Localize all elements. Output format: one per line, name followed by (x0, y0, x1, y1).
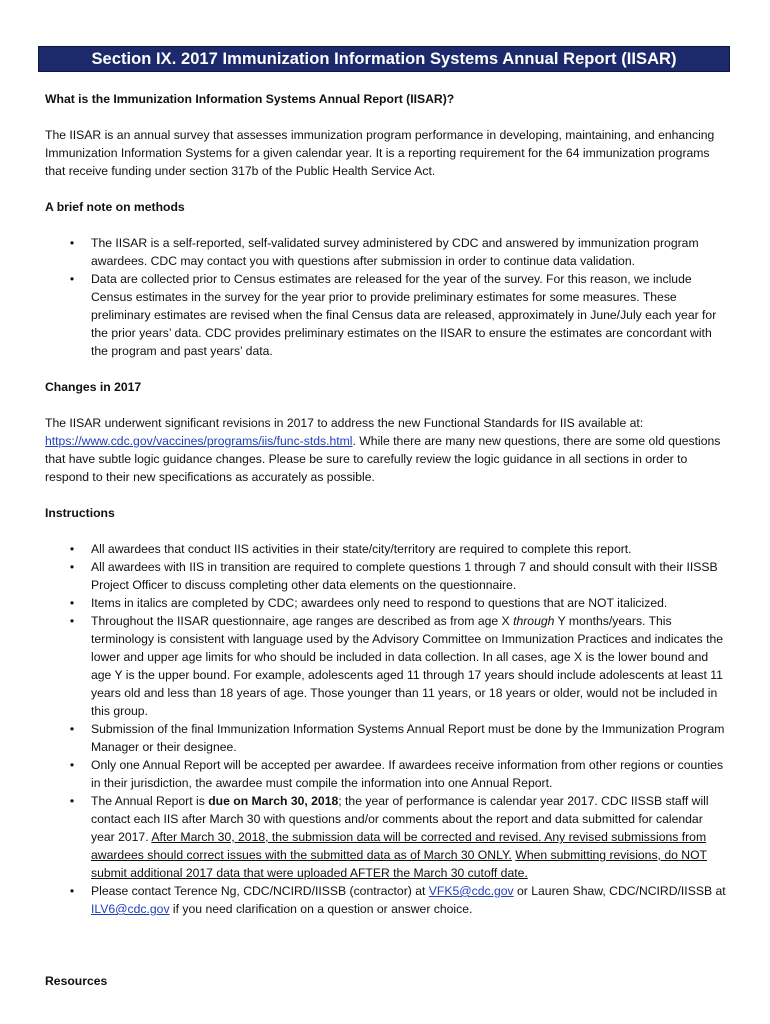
instructions-list (45, 540, 727, 918)
email-link-vfk5[interactable]: VFK5@cdc.gov (428, 884, 514, 898)
due-date: due on March 30, 2018 (208, 794, 339, 808)
instructions-heading: Instructions (45, 506, 115, 520)
list-item: • Throughout the IISAR questionnaire, age ranges are described as from age X through Y months/years. This terminology is consistent with language used by the Advisory Committee on Immunization Practices and indicates the lower and upper age limits for who should be included in data collection. In all cases, age X is the lower bound and age Y is the upper bound. For example, adolescents aged 11 through 17 years should include adolescents at least 11 years old and less than 18 years of age. Those younger than 11 years, or 18 years or older, would not be included in this group. (45, 612, 727, 720)
bullet-icon: • (69, 794, 75, 808)
list-item: • All awardees that conduct IIS activities in their state/city/territory are required to complete this report. (45, 540, 727, 558)
resources-heading: Resources (45, 974, 108, 988)
list-item: • The IISAR is a self-reported, self-validated survey administered by CDC and answered by immunization program awardees. CDC may contact you with questions after submission in order to continue data validation. (45, 234, 727, 270)
bullet-icon: • (69, 272, 75, 286)
list-item: • The Annual Report is due on March 30, 2018; the year of performance is calendar year 2017. CDC IISSB staff will contact each IIS after March 30 with questions and/or comments about the report and data submitted for calendar year 2017. After March 30, 2018, the submission data will be corrected and revised. Any revised submissions from awardees should correct issues with the submitted data as of March 30 ONLY. When submitting revisions, do NOT submit additional 2017 data that were uploaded AFTER the March 30 cutoff date. (45, 792, 727, 882)
bullet-icon: • (69, 722, 75, 736)
changes-heading: Changes in 2017 (45, 380, 142, 394)
bullet-icon: • (69, 758, 75, 772)
section-title: Section IX. 2017 Immunization Information Systems Annual Report (IISAR) (91, 49, 677, 68)
bullet-icon: • (69, 236, 75, 250)
bullet-icon: • (69, 614, 75, 628)
bullet-icon: • (69, 884, 75, 898)
list-item: • Please contact Terence Ng, CDC/NCIRD/IISSB (contractor) at VFK5@cdc.gov or Lauren Shaw, CDC/NCIRD/IISSB at ILV6@cdc.gov if you need clarification on a question or answer choice. (45, 882, 727, 918)
list-item: • Submission of the final Immunization Information Systems Annual Report must be done by the Immunization Program Manager or their designee. (45, 720, 727, 756)
bullet-icon: • (69, 560, 75, 574)
email-link-ilv6[interactable]: ILV6@cdc.gov (91, 902, 170, 916)
list-item: • All awardees with IIS in transition are required to complete questions 1 through 7 and should consult with their IISSB Project Officer to discuss completing other data elements on the questionnaire. (45, 558, 727, 594)
what-is-paragraph: The IISAR is an annual survey that assesses immunization program performance in developing, maintaining, and enhancing Immunization Information Systems for a given calendar year. It is a reporting requirement for the 64 immunization programs that receive funding under section 317b of the Public Health Service Act. (45, 128, 715, 178)
bullet-icon: • (69, 596, 75, 610)
methods-list (45, 234, 727, 360)
changes-paragraph: The IISAR underwent significant revisions in 2017 to address the new Functional Standards for IIS available at: https://www.cdc.gov/vaccines/programs/iis/func-stds.html. While there are many new questions, there are some old questions that have subtle logic guidance changes. Please be sure to carefully review the logic guidance in all sections in order to respond to their new specifications as accurately as possible. (45, 416, 721, 484)
section-title-banner (38, 46, 730, 72)
what-is-heading: What is the Immunization Information Systems Annual Report (IISAR)? (45, 92, 455, 106)
list-item: • Data are collected prior to Census estimates are released for the year of the survey. For this reason, we include Census estimates in the survey for the year prior to provide preliminary estimates for some measures. These preliminary estimates are revised when the final Census data are released, approximately in June/July each year for the prior years’ data. CDC provides preliminary estimates on the IISAR to ensure the estimates are concordant with the program and past years’ data. (45, 270, 727, 360)
methods-heading: A brief note on methods (45, 200, 185, 214)
list-item: • Items in italics are completed by CDC; awardees only need to respond to questions that are NOT italicized. (45, 594, 727, 612)
bullet-icon: • (69, 542, 75, 556)
document-body (45, 90, 727, 990)
list-item: • Only one Annual Report will be accepted per awardee. If awardees receive information from other regions or counties in their jurisdiction, the awardee must compile the information into one Annual Report. (45, 756, 727, 792)
func-stds-link[interactable]: https://www.cdc.gov/vaccines/programs/iis/func-stds.html (45, 434, 353, 448)
